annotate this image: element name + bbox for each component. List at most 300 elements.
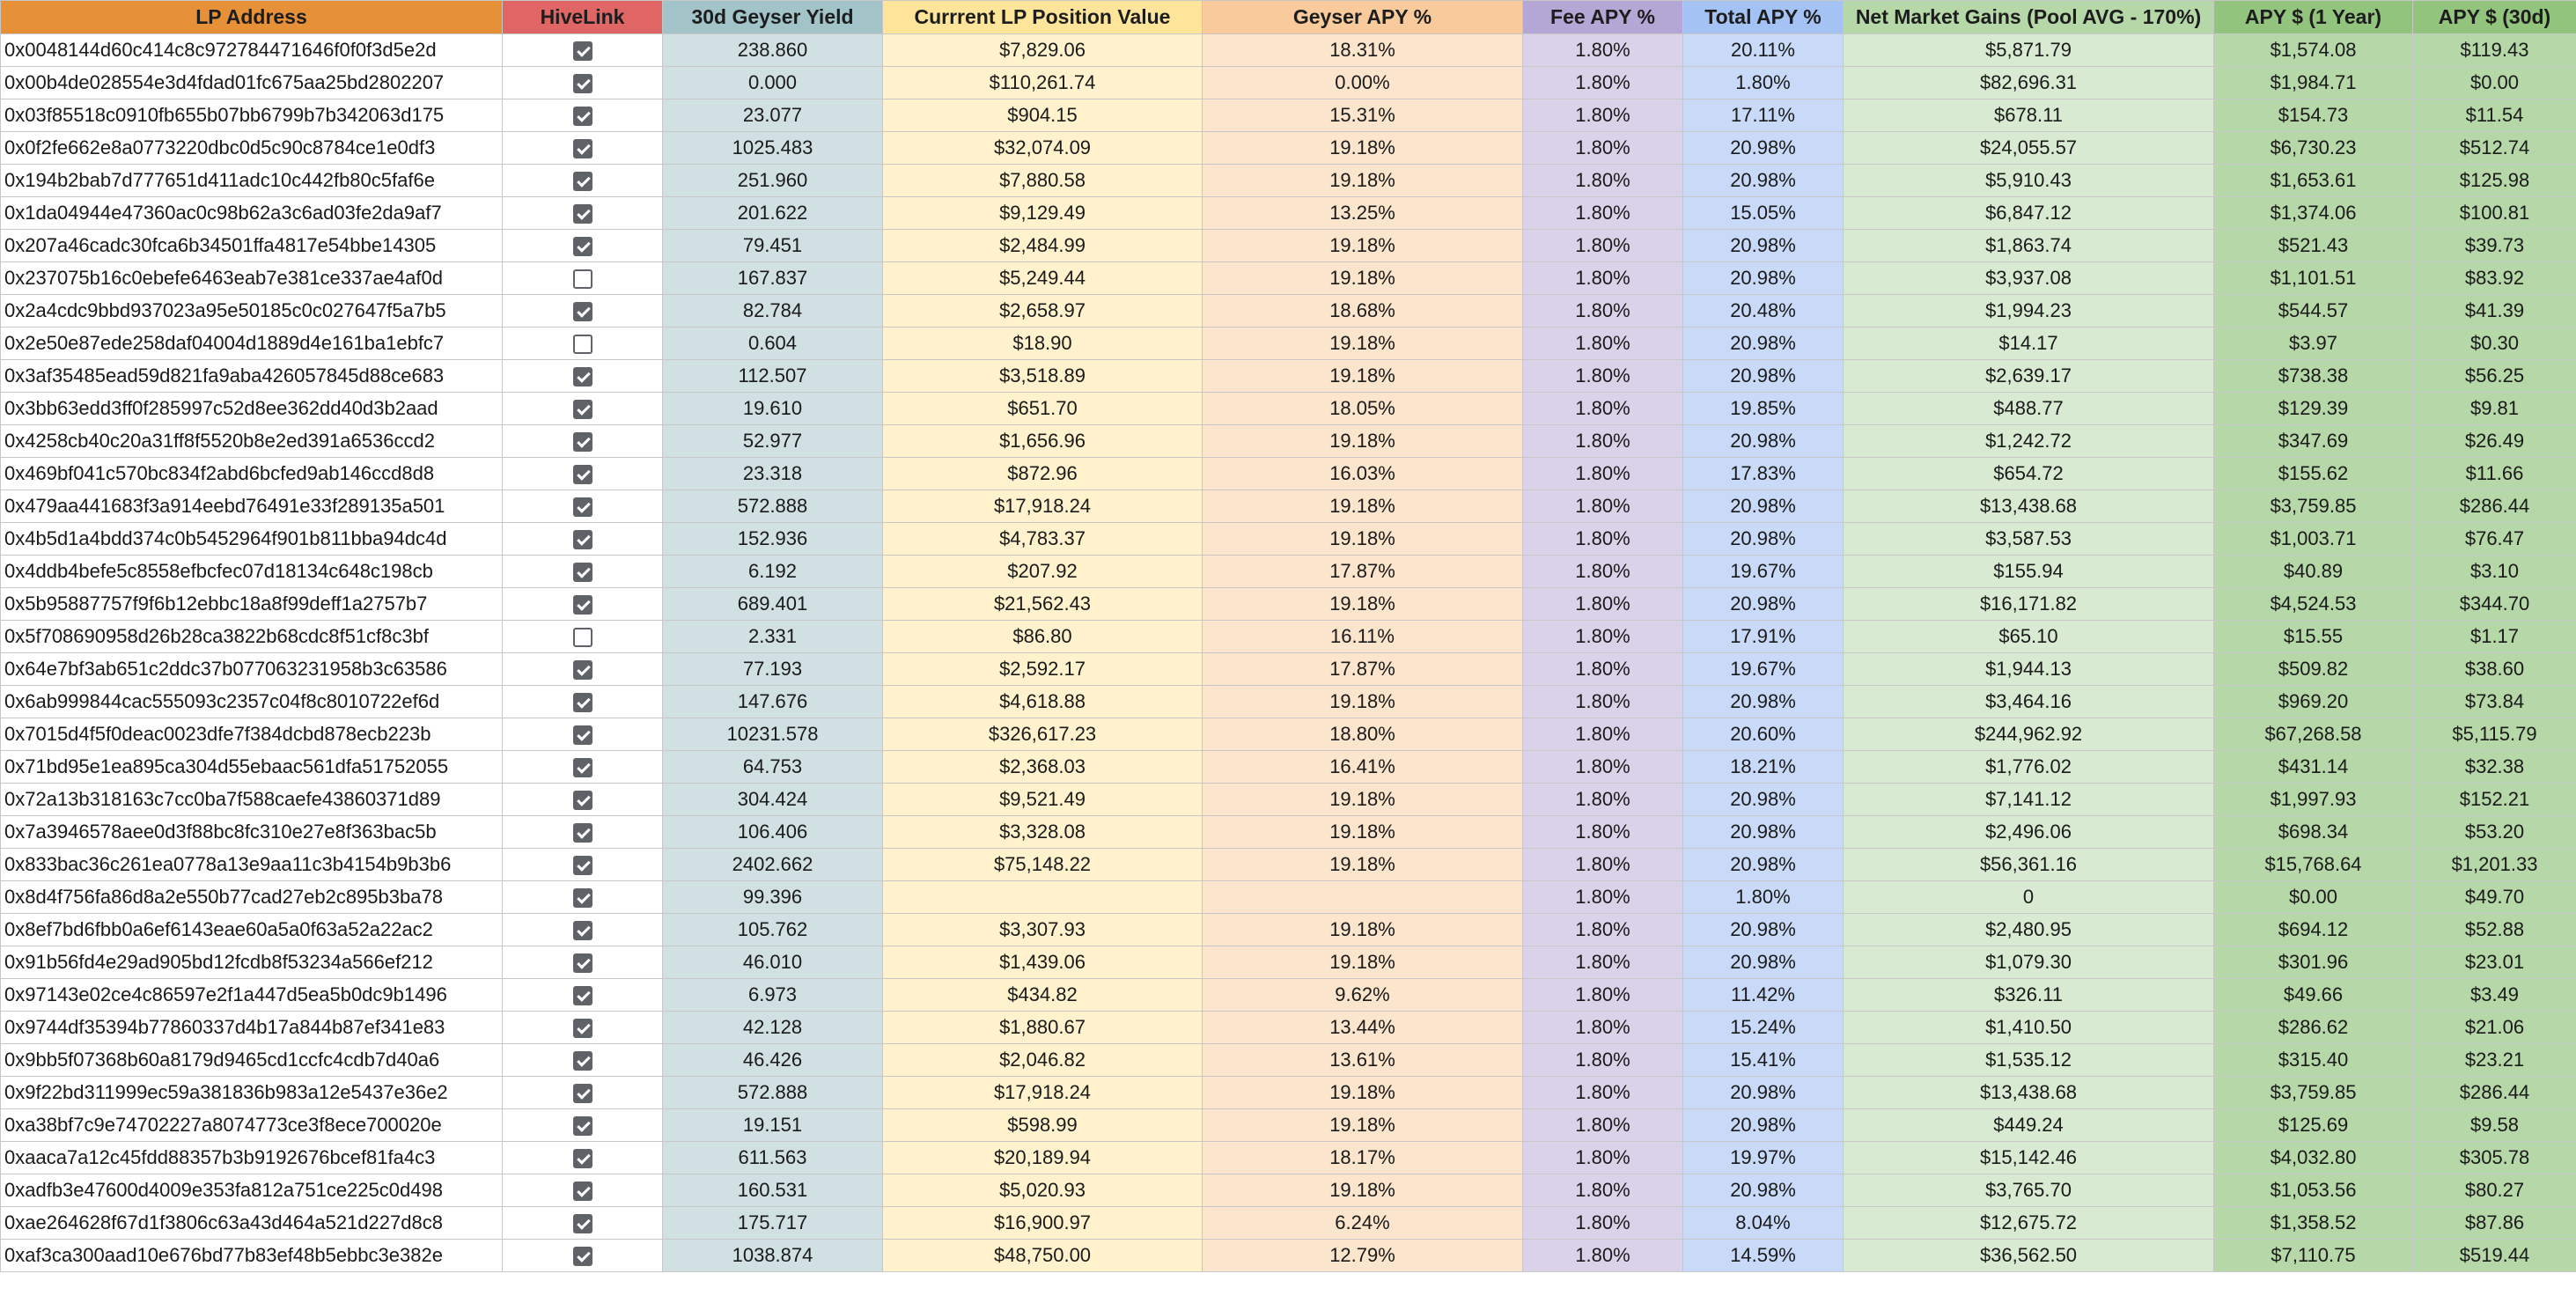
fee-apy-cell[interactable]: 1.80% bbox=[1523, 34, 1683, 67]
geyser-apy-cell[interactable]: 0.00% bbox=[1203, 67, 1523, 99]
total-apy-cell[interactable]: 1.80% bbox=[1683, 67, 1844, 99]
lp-address-cell[interactable]: 0x4258cb40c20a31ff8f5520b8e2ed391a6536ccd2 bbox=[1, 425, 503, 458]
hivelink-checkbox[interactable] bbox=[573, 693, 592, 712]
hivelink-cell[interactable] bbox=[503, 1012, 663, 1044]
lp-address-cell[interactable]: 0xae264628f67d1f3806c63a43d464a521d227d8c8 bbox=[1, 1207, 503, 1240]
apy-30d-cell[interactable]: $32.38 bbox=[2413, 751, 2576, 784]
hivelink-cell[interactable] bbox=[503, 230, 663, 262]
geyser-yield-cell[interactable]: 1025.483 bbox=[663, 132, 883, 165]
net-market-gains-cell[interactable]: $1,079.30 bbox=[1844, 946, 2214, 979]
geyser-yield-cell[interactable]: 6.973 bbox=[663, 979, 883, 1012]
geyser-apy-cell[interactable]: 19.18% bbox=[1203, 132, 1523, 165]
hivelink-cell[interactable] bbox=[503, 393, 663, 425]
apy-1year-cell[interactable]: $521.43 bbox=[2214, 230, 2413, 262]
apy-1year-cell[interactable]: $125.69 bbox=[2214, 1109, 2413, 1142]
geyser-apy-cell[interactable]: 19.18% bbox=[1203, 490, 1523, 523]
geyser-yield-cell[interactable]: 201.622 bbox=[663, 197, 883, 230]
total-apy-cell[interactable]: 15.41% bbox=[1683, 1044, 1844, 1077]
total-apy-cell[interactable]: 1.80% bbox=[1683, 881, 1844, 914]
hivelink-cell[interactable] bbox=[503, 946, 663, 979]
lp-address-cell[interactable]: 0x469bf041c570bc834f2abd6bcfed9ab146ccd8d8 bbox=[1, 458, 503, 490]
geyser-yield-cell[interactable]: 160.531 bbox=[663, 1174, 883, 1207]
total-apy-cell[interactable]: 11.42% bbox=[1683, 979, 1844, 1012]
geyser-yield-cell[interactable]: 0.000 bbox=[663, 67, 883, 99]
lp-position-value-cell[interactable]: $9,521.49 bbox=[883, 784, 1203, 816]
net-market-gains-cell[interactable]: $3,587.53 bbox=[1844, 523, 2214, 556]
lp-address-cell[interactable]: 0x2e50e87ede258daf04004d1889d4e161ba1ebfc7 bbox=[1, 328, 503, 360]
fee-apy-cell[interactable]: 1.80% bbox=[1523, 67, 1683, 99]
hivelink-checkbox[interactable] bbox=[573, 758, 592, 777]
geyser-apy-cell[interactable]: 16.41% bbox=[1203, 751, 1523, 784]
hivelink-cell[interactable] bbox=[503, 1109, 663, 1142]
lp-address-cell[interactable]: 0x3bb63edd3ff0f285997c52d8ee362dd40d3b2aad bbox=[1, 393, 503, 425]
apy-30d-cell[interactable]: $1.17 bbox=[2413, 621, 2576, 653]
hivelink-checkbox[interactable] bbox=[573, 986, 592, 1005]
hivelink-checkbox[interactable] bbox=[573, 888, 592, 908]
apy-30d-cell[interactable]: $3.49 bbox=[2413, 979, 2576, 1012]
hivelink-cell[interactable] bbox=[503, 1077, 663, 1109]
fee-apy-cell[interactable]: 1.80% bbox=[1523, 360, 1683, 393]
lp-position-value-cell[interactable]: $4,618.88 bbox=[883, 686, 1203, 718]
hivelink-cell[interactable] bbox=[503, 523, 663, 556]
geyser-apy-cell[interactable]: 18.05% bbox=[1203, 393, 1523, 425]
apy-1year-cell[interactable]: $1,358.52 bbox=[2214, 1207, 2413, 1240]
lp-position-value-cell[interactable]: $5,020.93 bbox=[883, 1174, 1203, 1207]
total-apy-cell[interactable]: 20.98% bbox=[1683, 1077, 1844, 1109]
hivelink-cell[interactable] bbox=[503, 1044, 663, 1077]
lp-address-cell[interactable]: 0x03f85518c0910fb655b07bb6799b7b342063d175 bbox=[1, 99, 503, 132]
apy-30d-cell[interactable]: $41.39 bbox=[2413, 295, 2576, 328]
net-market-gains-cell[interactable]: $244,962.92 bbox=[1844, 718, 2214, 751]
lp-address-cell[interactable]: 0x9744df35394b77860337d4b17a844b87ef341e83 bbox=[1, 1012, 503, 1044]
net-market-gains-cell[interactable]: $13,438.68 bbox=[1844, 490, 2214, 523]
total-apy-cell[interactable]: 20.98% bbox=[1683, 914, 1844, 946]
hivelink-cell[interactable] bbox=[503, 165, 663, 197]
geyser-apy-cell[interactable]: 19.18% bbox=[1203, 946, 1523, 979]
fee-apy-cell[interactable]: 1.80% bbox=[1523, 262, 1683, 295]
lp-position-value-cell[interactable]: $7,880.58 bbox=[883, 165, 1203, 197]
net-market-gains-cell[interactable]: $155.94 bbox=[1844, 556, 2214, 588]
apy-1year-cell[interactable]: $1,053.56 bbox=[2214, 1174, 2413, 1207]
lp-position-value-cell[interactable]: $1,439.06 bbox=[883, 946, 1203, 979]
hivelink-checkbox[interactable] bbox=[573, 465, 592, 484]
net-market-gains-cell[interactable]: $678.11 bbox=[1844, 99, 2214, 132]
geyser-yield-cell[interactable]: 23.318 bbox=[663, 458, 883, 490]
geyser-apy-cell[interactable]: 19.18% bbox=[1203, 816, 1523, 849]
geyser-yield-cell[interactable]: 238.860 bbox=[663, 34, 883, 67]
geyser-yield-cell[interactable]: 79.451 bbox=[663, 230, 883, 262]
geyser-apy-cell[interactable]: 19.18% bbox=[1203, 523, 1523, 556]
apy-30d-cell[interactable]: $9.81 bbox=[2413, 393, 2576, 425]
hivelink-cell[interactable] bbox=[503, 425, 663, 458]
lp-address-cell[interactable]: 0x4ddb4befe5c8558efbcfec07d18134c648c198cb bbox=[1, 556, 503, 588]
lp-address-cell[interactable]: 0x237075b16c0ebefe6463eab7e381ce337ae4af0d bbox=[1, 262, 503, 295]
apy-30d-cell[interactable]: $519.44 bbox=[2413, 1240, 2576, 1272]
hivelink-cell[interactable] bbox=[503, 751, 663, 784]
geyser-yield-cell[interactable]: 112.507 bbox=[663, 360, 883, 393]
hivelink-checkbox[interactable] bbox=[573, 1247, 592, 1266]
geyser-apy-cell[interactable]: 19.18% bbox=[1203, 230, 1523, 262]
lp-address-cell[interactable]: 0x3af35485ead59d821fa9aba426057845d88ce683 bbox=[1, 360, 503, 393]
apy-30d-cell[interactable]: $152.21 bbox=[2413, 784, 2576, 816]
apy-1year-header[interactable]: APY $ (1 Year) bbox=[2214, 1, 2413, 34]
hivelink-cell[interactable] bbox=[503, 262, 663, 295]
geyser-apy-cell[interactable]: 18.17% bbox=[1203, 1142, 1523, 1174]
hivelink-cell[interactable] bbox=[503, 34, 663, 67]
geyser-apy-cell[interactable]: 19.18% bbox=[1203, 849, 1523, 881]
fee-apy-cell[interactable]: 1.80% bbox=[1523, 1077, 1683, 1109]
net-market-gains-cell[interactable]: $1,535.12 bbox=[1844, 1044, 2214, 1077]
hivelink-cell[interactable] bbox=[503, 1207, 663, 1240]
geyser-yield-cell[interactable]: 147.676 bbox=[663, 686, 883, 718]
geyser-yield-cell[interactable]: 99.396 bbox=[663, 881, 883, 914]
apy-30d-cell[interactable]: $9.58 bbox=[2413, 1109, 2576, 1142]
geyser-yield-cell[interactable]: 46.010 bbox=[663, 946, 883, 979]
apy-1year-cell[interactable]: $315.40 bbox=[2214, 1044, 2413, 1077]
geyser-yield-cell[interactable]: 0.604 bbox=[663, 328, 883, 360]
hivelink-checkbox[interactable] bbox=[573, 1019, 592, 1038]
apy-1year-cell[interactable]: $1,374.06 bbox=[2214, 197, 2413, 230]
net-market-gains-header[interactable]: Net Market Gains (Pool AVG - 170%) bbox=[1844, 1, 2214, 34]
lp-position-value-cell[interactable]: $872.96 bbox=[883, 458, 1203, 490]
apy-1year-cell[interactable]: $1,003.71 bbox=[2214, 523, 2413, 556]
geyser-yield-cell[interactable]: 77.193 bbox=[663, 653, 883, 686]
geyser-apy-cell[interactable]: 19.18% bbox=[1203, 914, 1523, 946]
total-apy-cell[interactable]: 20.11% bbox=[1683, 34, 1844, 67]
lp-position-value-header[interactable]: Currrent LP Position Value bbox=[883, 1, 1203, 34]
hivelink-checkbox[interactable] bbox=[573, 563, 592, 582]
net-market-gains-cell[interactable]: $1,863.74 bbox=[1844, 230, 2214, 262]
fee-apy-cell[interactable]: 1.80% bbox=[1523, 1240, 1683, 1272]
apy-30d-cell[interactable]: $0.00 bbox=[2413, 67, 2576, 99]
lp-address-cell[interactable]: 0x6ab999844cac555093c2357c04f8c8010722ef6d bbox=[1, 686, 503, 718]
geyser-apy-cell[interactable]: 6.24% bbox=[1203, 1207, 1523, 1240]
apy-30d-cell[interactable]: $76.47 bbox=[2413, 523, 2576, 556]
lp-position-value-cell[interactable]: $207.92 bbox=[883, 556, 1203, 588]
geyser-apy-cell[interactable]: 19.18% bbox=[1203, 1077, 1523, 1109]
geyser-yield-cell[interactable]: 175.717 bbox=[663, 1207, 883, 1240]
apy-30d-cell[interactable]: $26.49 bbox=[2413, 425, 2576, 458]
geyser-yield-cell[interactable]: 19.151 bbox=[663, 1109, 883, 1142]
apy-30d-cell[interactable]: $23.21 bbox=[2413, 1044, 2576, 1077]
lp-address-cell[interactable]: 0xaaca7a12c45fdd88357b3b9192676bcef81fa4c3 bbox=[1, 1142, 503, 1174]
total-apy-cell[interactable]: 20.98% bbox=[1683, 849, 1844, 881]
geyser-yield-cell[interactable]: 167.837 bbox=[663, 262, 883, 295]
lp-position-value-cell[interactable]: $4,783.37 bbox=[883, 523, 1203, 556]
fee-apy-cell[interactable]: 1.80% bbox=[1523, 230, 1683, 262]
hivelink-checkbox[interactable] bbox=[573, 1149, 592, 1168]
apy-30d-cell[interactable]: $21.06 bbox=[2413, 1012, 2576, 1044]
lp-position-value-cell[interactable]: $48,750.00 bbox=[883, 1240, 1203, 1272]
total-apy-cell[interactable]: 17.83% bbox=[1683, 458, 1844, 490]
geyser-yield-cell[interactable]: 611.563 bbox=[663, 1142, 883, 1174]
geyser-apy-cell[interactable]: 19.18% bbox=[1203, 262, 1523, 295]
net-market-gains-cell[interactable]: $16,171.82 bbox=[1844, 588, 2214, 621]
fee-apy-cell[interactable]: 1.80% bbox=[1523, 751, 1683, 784]
lp-address-cell[interactable]: 0x91b56fd4e29ad905bd12fcdb8f53234a566ef212 bbox=[1, 946, 503, 979]
apy-30d-cell[interactable]: $53.20 bbox=[2413, 816, 2576, 849]
net-market-gains-cell[interactable]: $56,361.16 bbox=[1844, 849, 2214, 881]
hivelink-checkbox[interactable] bbox=[573, 953, 592, 973]
hivelink-cell[interactable] bbox=[503, 588, 663, 621]
geyser-yield-cell[interactable]: 2402.662 bbox=[663, 849, 883, 881]
lp-position-value-cell[interactable]: $7,829.06 bbox=[883, 34, 1203, 67]
hivelink-checkbox[interactable] bbox=[573, 367, 592, 386]
apy-1year-cell[interactable]: $1,997.93 bbox=[2214, 784, 2413, 816]
hivelink-cell[interactable] bbox=[503, 653, 663, 686]
apy-30d-cell[interactable]: $39.73 bbox=[2413, 230, 2576, 262]
apy-1year-cell[interactable]: $3,759.85 bbox=[2214, 1077, 2413, 1109]
geyser-apy-cell[interactable]: 19.18% bbox=[1203, 360, 1523, 393]
hivelink-cell[interactable] bbox=[503, 1142, 663, 1174]
lp-address-cell[interactable]: 0x833bac36c261ea0778a13e9aa11c3b4154b9b3b6 bbox=[1, 849, 503, 881]
apy-30d-cell[interactable]: $1,201.33 bbox=[2413, 849, 2576, 881]
hivelink-checkbox[interactable] bbox=[573, 1116, 592, 1136]
lp-address-cell[interactable]: 0x64e7bf3ab651c2ddc37b077063231958b3c63586 bbox=[1, 653, 503, 686]
hivelink-cell[interactable] bbox=[503, 718, 663, 751]
total-apy-cell[interactable]: 15.05% bbox=[1683, 197, 1844, 230]
lp-address-cell[interactable]: 0x8ef7bd6fbb0a6ef6143eae60a5a0f63a52a22ac2 bbox=[1, 914, 503, 946]
hivelink-checkbox[interactable] bbox=[573, 41, 592, 61]
total-apy-cell[interactable]: 20.98% bbox=[1683, 686, 1844, 718]
hivelink-cell[interactable] bbox=[503, 197, 663, 230]
hivelink-checkbox[interactable] bbox=[573, 530, 592, 549]
apy-1year-cell[interactable]: $969.20 bbox=[2214, 686, 2413, 718]
geyser-apy-cell[interactable]: 18.31% bbox=[1203, 34, 1523, 67]
hivelink-cell[interactable] bbox=[503, 132, 663, 165]
total-apy-cell[interactable]: 20.98% bbox=[1683, 1109, 1844, 1142]
lp-address-cell[interactable]: 0x97143e02ce4c86597e2f1a447d5ea5b0dc9b1496 bbox=[1, 979, 503, 1012]
geyser-yield-cell[interactable]: 82.784 bbox=[663, 295, 883, 328]
fee-apy-cell[interactable]: 1.80% bbox=[1523, 1109, 1683, 1142]
geyser-apy-cell[interactable]: 12.79% bbox=[1203, 1240, 1523, 1272]
lp-position-value-cell[interactable]: $2,046.82 bbox=[883, 1044, 1203, 1077]
hivelink-cell[interactable] bbox=[503, 849, 663, 881]
geyser-yield-cell[interactable]: 42.128 bbox=[663, 1012, 883, 1044]
net-market-gains-cell[interactable]: $5,910.43 bbox=[1844, 165, 2214, 197]
fee-apy-cell[interactable]: 1.80% bbox=[1523, 1012, 1683, 1044]
apy-30d-cell[interactable]: $305.78 bbox=[2413, 1142, 2576, 1174]
geyser-yield-cell[interactable]: 64.753 bbox=[663, 751, 883, 784]
lp-position-value-cell[interactable] bbox=[883, 881, 1203, 914]
total-apy-cell[interactable]: 20.98% bbox=[1683, 132, 1844, 165]
geyser-yield-cell[interactable]: 6.192 bbox=[663, 556, 883, 588]
geyser-apy-cell[interactable]: 18.68% bbox=[1203, 295, 1523, 328]
apy-30d-cell[interactable]: $11.66 bbox=[2413, 458, 2576, 490]
hivelink-cell[interactable] bbox=[503, 458, 663, 490]
lp-position-value-cell[interactable]: $2,592.17 bbox=[883, 653, 1203, 686]
fee-apy-cell[interactable]: 1.80% bbox=[1523, 99, 1683, 132]
hivelink-cell[interactable] bbox=[503, 360, 663, 393]
lp-address-cell[interactable]: 0x72a13b318163c7cc0ba7f588caefe43860371d89 bbox=[1, 784, 503, 816]
fee-apy-cell[interactable]: 1.80% bbox=[1523, 653, 1683, 686]
hivelink-cell[interactable] bbox=[503, 490, 663, 523]
apy-30d-cell[interactable]: $5,115.79 bbox=[2413, 718, 2576, 751]
net-market-gains-cell[interactable]: $15,142.46 bbox=[1844, 1142, 2214, 1174]
geyser-yield-cell[interactable]: 572.888 bbox=[663, 1077, 883, 1109]
net-market-gains-cell[interactable]: $2,639.17 bbox=[1844, 360, 2214, 393]
lp-position-value-cell[interactable]: $32,074.09 bbox=[883, 132, 1203, 165]
apy-1year-cell[interactable]: $1,574.08 bbox=[2214, 34, 2413, 67]
lp-address-cell[interactable]: 0x4b5d1a4bdd374c0b5452964f901b811bba94dc4d bbox=[1, 523, 503, 556]
net-market-gains-cell[interactable]: $1,944.13 bbox=[1844, 653, 2214, 686]
net-market-gains-cell[interactable]: $3,464.16 bbox=[1844, 686, 2214, 718]
lp-address-cell[interactable]: 0x207a46cadc30fca6b34501ffa4817e54bbe14305 bbox=[1, 230, 503, 262]
apy-1year-cell[interactable]: $129.39 bbox=[2214, 393, 2413, 425]
lp-address-cell[interactable]: 0x0048144d60c414c8c972784471646f0f0f3d5e2d bbox=[1, 34, 503, 67]
apy-30d-cell[interactable]: $73.84 bbox=[2413, 686, 2576, 718]
hivelink-cell[interactable] bbox=[503, 979, 663, 1012]
total-apy-cell[interactable]: 17.91% bbox=[1683, 621, 1844, 653]
geyser-apy-cell[interactable]: 19.18% bbox=[1203, 1174, 1523, 1207]
lp-position-value-cell[interactable]: $326,617.23 bbox=[883, 718, 1203, 751]
lp-position-value-cell[interactable]: $17,918.24 bbox=[883, 1077, 1203, 1109]
fee-apy-cell[interactable]: 1.80% bbox=[1523, 1044, 1683, 1077]
apy-30d-cell[interactable]: $80.27 bbox=[2413, 1174, 2576, 1207]
lp-position-value-cell[interactable]: $2,484.99 bbox=[883, 230, 1203, 262]
lp-position-value-cell[interactable]: $5,249.44 bbox=[883, 262, 1203, 295]
apy-1year-cell[interactable]: $15.55 bbox=[2214, 621, 2413, 653]
fee-apy-cell[interactable]: 1.80% bbox=[1523, 849, 1683, 881]
hivelink-checkbox[interactable] bbox=[573, 107, 592, 126]
net-market-gains-cell[interactable]: $3,765.70 bbox=[1844, 1174, 2214, 1207]
net-market-gains-cell[interactable]: $2,480.95 bbox=[1844, 914, 2214, 946]
net-market-gains-cell[interactable]: $65.10 bbox=[1844, 621, 2214, 653]
fee-apy-cell[interactable]: 1.80% bbox=[1523, 556, 1683, 588]
apy-30d-cell[interactable]: $100.81 bbox=[2413, 197, 2576, 230]
total-apy-cell[interactable]: 20.60% bbox=[1683, 718, 1844, 751]
apy-1year-cell[interactable]: $4,524.53 bbox=[2214, 588, 2413, 621]
geyser-yield-header[interactable]: 30d Geyser Yield bbox=[663, 1, 883, 34]
geyser-apy-cell[interactable]: 13.25% bbox=[1203, 197, 1523, 230]
net-market-gains-cell[interactable]: $14.17 bbox=[1844, 328, 2214, 360]
net-market-gains-cell[interactable]: $13,438.68 bbox=[1844, 1077, 2214, 1109]
total-apy-cell[interactable]: 20.98% bbox=[1683, 425, 1844, 458]
geyser-yield-cell[interactable]: 1038.874 bbox=[663, 1240, 883, 1272]
geyser-yield-cell[interactable]: 23.077 bbox=[663, 99, 883, 132]
total-apy-cell[interactable]: 19.67% bbox=[1683, 653, 1844, 686]
lp-address-cell[interactable]: 0x0f2fe662e8a0773220dbc0d5c90c8784ce1e0df3 bbox=[1, 132, 503, 165]
apy-1year-cell[interactable]: $0.00 bbox=[2214, 881, 2413, 914]
net-market-gains-cell[interactable]: $24,055.57 bbox=[1844, 132, 2214, 165]
total-apy-cell[interactable]: 14.59% bbox=[1683, 1240, 1844, 1272]
apy-1year-cell[interactable]: $698.34 bbox=[2214, 816, 2413, 849]
net-market-gains-cell[interactable]: $654.72 bbox=[1844, 458, 2214, 490]
geyser-apy-cell[interactable]: 19.18% bbox=[1203, 588, 1523, 621]
hivelink-checkbox[interactable] bbox=[573, 497, 592, 517]
hivelink-checkbox[interactable] bbox=[573, 921, 592, 940]
apy-1year-cell[interactable]: $6,730.23 bbox=[2214, 132, 2413, 165]
hivelink-checkbox[interactable] bbox=[573, 1051, 592, 1071]
lp-position-value-cell[interactable]: $598.99 bbox=[883, 1109, 1203, 1142]
lp-position-value-cell[interactable]: $434.82 bbox=[883, 979, 1203, 1012]
hivelink-checkbox[interactable] bbox=[573, 823, 592, 843]
apy-1year-cell[interactable]: $301.96 bbox=[2214, 946, 2413, 979]
fee-apy-cell[interactable]: 1.80% bbox=[1523, 718, 1683, 751]
apy-30d-cell[interactable]: $512.74 bbox=[2413, 132, 2576, 165]
apy-30d-cell[interactable]: $286.44 bbox=[2413, 490, 2576, 523]
apy-1year-cell[interactable]: $49.66 bbox=[2214, 979, 2413, 1012]
lp-address-cell[interactable]: 0xaf3ca300aad10e676bd77b83ef48b5ebbc3e382e bbox=[1, 1240, 503, 1272]
total-apy-cell[interactable]: 20.98% bbox=[1683, 784, 1844, 816]
geyser-apy-cell[interactable]: 15.31% bbox=[1203, 99, 1523, 132]
geyser-apy-cell[interactable]: 19.18% bbox=[1203, 165, 1523, 197]
total-apy-cell[interactable]: 19.97% bbox=[1683, 1142, 1844, 1174]
hivelink-checkbox[interactable] bbox=[573, 1084, 592, 1103]
total-apy-cell[interactable]: 8.04% bbox=[1683, 1207, 1844, 1240]
geyser-apy-cell[interactable]: 16.11% bbox=[1203, 621, 1523, 653]
apy-30d-cell[interactable]: $52.88 bbox=[2413, 914, 2576, 946]
hivelink-checkbox[interactable] bbox=[573, 660, 592, 680]
geyser-yield-cell[interactable]: 251.960 bbox=[663, 165, 883, 197]
net-market-gains-cell[interactable]: $6,847.12 bbox=[1844, 197, 2214, 230]
apy-1year-cell[interactable]: $15,768.64 bbox=[2214, 849, 2413, 881]
lp-position-value-cell[interactable]: $3,307.93 bbox=[883, 914, 1203, 946]
geyser-yield-cell[interactable]: 152.936 bbox=[663, 523, 883, 556]
apy-30d-cell[interactable]: $87.86 bbox=[2413, 1207, 2576, 1240]
fee-apy-cell[interactable]: 1.80% bbox=[1523, 295, 1683, 328]
hivelink-cell[interactable] bbox=[503, 816, 663, 849]
hivelink-cell[interactable] bbox=[503, 881, 663, 914]
apy-1year-cell[interactable]: $40.89 bbox=[2214, 556, 2413, 588]
apy-30d-cell[interactable]: $344.70 bbox=[2413, 588, 2576, 621]
apy-30d-cell[interactable]: $83.92 bbox=[2413, 262, 2576, 295]
fee-apy-cell[interactable]: 1.80% bbox=[1523, 588, 1683, 621]
apy-1year-cell[interactable]: $431.14 bbox=[2214, 751, 2413, 784]
geyser-yield-cell[interactable]: 572.888 bbox=[663, 490, 883, 523]
apy-1year-cell[interactable]: $3,759.85 bbox=[2214, 490, 2413, 523]
lp-position-value-cell[interactable]: $21,562.43 bbox=[883, 588, 1203, 621]
net-market-gains-cell[interactable]: 0 bbox=[1844, 881, 2214, 914]
geyser-yield-cell[interactable]: 105.762 bbox=[663, 914, 883, 946]
geyser-yield-cell[interactable]: 19.610 bbox=[663, 393, 883, 425]
total-apy-cell[interactable]: 20.98% bbox=[1683, 946, 1844, 979]
total-apy-cell[interactable]: 19.85% bbox=[1683, 393, 1844, 425]
geyser-apy-cell[interactable]: 13.61% bbox=[1203, 1044, 1523, 1077]
hivelink-cell[interactable] bbox=[503, 1174, 663, 1207]
fee-apy-cell[interactable]: 1.80% bbox=[1523, 1142, 1683, 1174]
fee-apy-cell[interactable]: 1.80% bbox=[1523, 523, 1683, 556]
apy-1year-cell[interactable]: $509.82 bbox=[2214, 653, 2413, 686]
net-market-gains-cell[interactable]: $1,776.02 bbox=[1844, 751, 2214, 784]
apy-30d-cell[interactable]: $56.25 bbox=[2413, 360, 2576, 393]
fee-apy-cell[interactable]: 1.80% bbox=[1523, 621, 1683, 653]
lp-address-cell[interactable]: 0x9bb5f07368b60a8179d9465cd1ccfc4cdb7d40a6 bbox=[1, 1044, 503, 1077]
geyser-apy-cell[interactable]: 19.18% bbox=[1203, 1109, 1523, 1142]
apy-1year-cell[interactable]: $155.62 bbox=[2214, 458, 2413, 490]
lp-address-header[interactable]: LP Address bbox=[1, 1, 503, 34]
fee-apy-cell[interactable]: 1.80% bbox=[1523, 197, 1683, 230]
geyser-yield-cell[interactable]: 304.424 bbox=[663, 784, 883, 816]
apy-1year-cell[interactable]: $347.69 bbox=[2214, 425, 2413, 458]
hivelink-checkbox[interactable] bbox=[573, 172, 592, 191]
total-apy-header[interactable]: Total APY % bbox=[1683, 1, 1844, 34]
fee-apy-cell[interactable]: 1.80% bbox=[1523, 425, 1683, 458]
lp-position-value-cell[interactable]: $18.90 bbox=[883, 328, 1203, 360]
hivelink-checkbox[interactable] bbox=[573, 791, 592, 810]
total-apy-cell[interactable]: 20.98% bbox=[1683, 490, 1844, 523]
apy-30d-header[interactable]: APY $ (30d) bbox=[2413, 1, 2576, 34]
apy-30d-cell[interactable]: $38.60 bbox=[2413, 653, 2576, 686]
lp-address-cell[interactable]: 0x7015d4f5f0deac0023dfe7f384dcbd878ecb223b bbox=[1, 718, 503, 751]
hivelink-checkbox[interactable] bbox=[573, 139, 592, 158]
fee-apy-cell[interactable]: 1.80% bbox=[1523, 393, 1683, 425]
lp-address-cell[interactable]: 0xadfb3e47600d4009e353fa812a751ce225c0d498 bbox=[1, 1174, 503, 1207]
total-apy-cell[interactable]: 20.98% bbox=[1683, 230, 1844, 262]
geyser-yield-cell[interactable]: 2.331 bbox=[663, 621, 883, 653]
net-market-gains-cell[interactable]: $36,562.50 bbox=[1844, 1240, 2214, 1272]
lp-position-value-cell[interactable]: $3,518.89 bbox=[883, 360, 1203, 393]
